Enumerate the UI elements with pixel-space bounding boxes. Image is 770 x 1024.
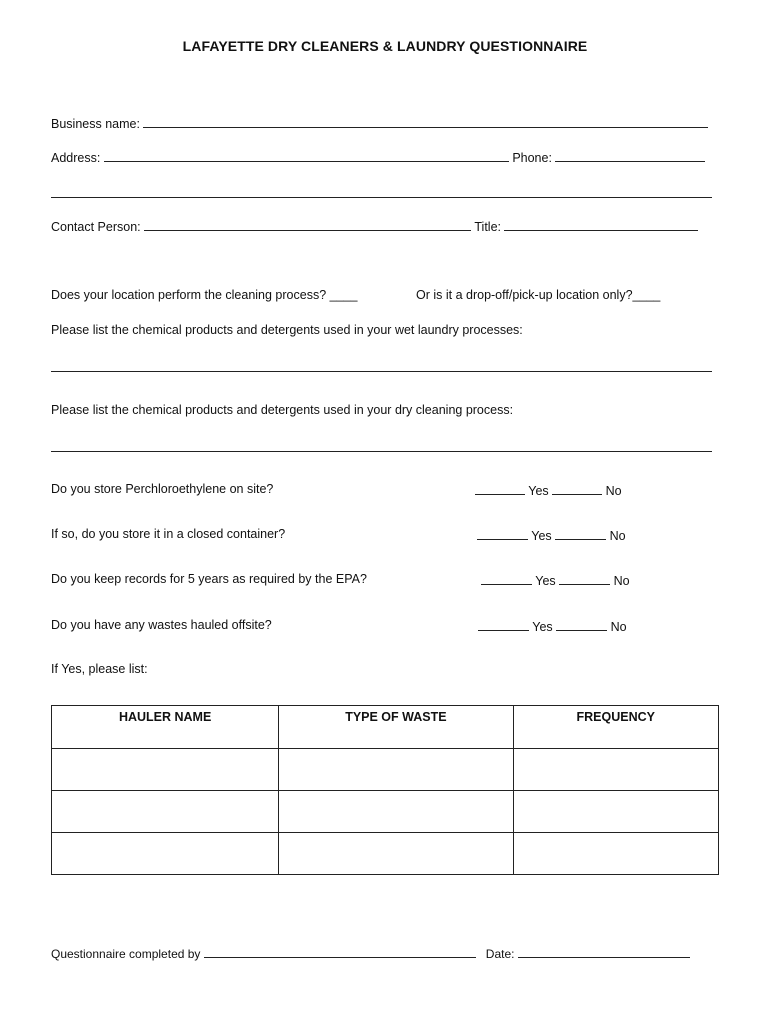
wastes-question: Do you have any wastes hauled offsite? <box>51 618 272 632</box>
table-row <box>52 749 719 791</box>
closed-container-yes-no <box>477 527 626 543</box>
no-label: No <box>613 574 630 588</box>
if-yes-label: If Yes, please list: <box>51 662 148 676</box>
wastes-yes-no <box>478 618 627 634</box>
type-of-waste-cell[interactable] <box>279 749 513 791</box>
address-label: Address: <box>51 151 101 165</box>
completed-by-field[interactable] <box>204 945 476 958</box>
phone-label: Phone: <box>512 151 552 165</box>
hauler-name-cell[interactable] <box>52 833 279 875</box>
records-yes-field[interactable] <box>481 572 532 585</box>
perc-store-yes-field[interactable] <box>475 482 525 495</box>
completed-by-label: Questionnaire completed by <box>51 947 201 961</box>
contact-title-label: Title: <box>474 220 501 234</box>
closed-container-question: If so, do you store it in a closed container? <box>51 527 286 541</box>
header-hauler-name: HAULER NAME <box>52 706 279 749</box>
contact-person-label: Contact Person: <box>51 220 141 234</box>
wastes-no-field[interactable] <box>556 618 607 631</box>
perc-store-yes-no <box>475 482 622 498</box>
closed-container-no-field[interactable] <box>555 527 606 540</box>
frequency-cell[interactable] <box>513 833 719 875</box>
frequency-cell[interactable] <box>513 791 719 833</box>
business-name-row <box>51 115 708 131</box>
header-type-of-waste: TYPE OF WASTE <box>279 706 513 749</box>
no-label: No <box>605 484 622 498</box>
frequency-cell[interactable] <box>513 749 719 791</box>
dry-cleaning-answer-field[interactable] <box>51 451 712 452</box>
closed-container-yes-field[interactable] <box>477 527 528 540</box>
yes-label: Yes <box>528 484 549 498</box>
contact-title-field[interactable] <box>504 218 698 231</box>
perc-store-question: Do you store Perchloroethylene on site? <box>51 482 274 496</box>
phone-field[interactable] <box>555 149 705 162</box>
records-no-field[interactable] <box>559 572 610 585</box>
no-label: No <box>609 529 626 543</box>
table-row <box>52 833 719 875</box>
type-of-waste-cell[interactable] <box>279 791 513 833</box>
address-row <box>51 149 705 165</box>
table-row <box>52 791 719 833</box>
hauler-name-cell[interactable] <box>52 791 279 833</box>
wet-laundry-question: Please list the chemical products and detergents used in your wet laundry processes: <box>51 323 523 337</box>
records-yes-no <box>481 572 630 588</box>
header-frequency: FREQUENCY <box>513 706 719 749</box>
address-line-2-field[interactable] <box>51 197 712 198</box>
contact-row <box>51 218 698 234</box>
no-label: No <box>610 620 627 634</box>
address-field[interactable] <box>104 149 509 162</box>
hauler-name-cell[interactable] <box>52 749 279 791</box>
date-field[interactable] <box>518 945 690 958</box>
business-name-field[interactable] <box>143 115 708 128</box>
yes-label: Yes <box>531 529 552 543</box>
yes-label: Yes <box>535 574 556 588</box>
cleaning-process-question: Does your location perform the cleaning process? ____ <box>51 288 358 302</box>
dry-cleaning-question: Please list the chemical products and detergents used in your dry cleaning process: <box>51 403 514 417</box>
yes-label: Yes <box>532 620 553 634</box>
business-name-label: Business name: <box>51 117 140 131</box>
page-title: LAFAYETTE DRY CLEANERS & LAUNDRY QUESTIONNAIRE <box>182 38 588 54</box>
perc-store-no-field[interactable] <box>552 482 602 495</box>
wastes-yes-field[interactable] <box>478 618 529 631</box>
records-question: Do you keep records for 5 years as required by the EPA? <box>51 572 367 586</box>
type-of-waste-cell[interactable] <box>279 833 513 875</box>
date-label: Date: <box>485 947 515 961</box>
table-header-row <box>52 706 719 749</box>
dropoff-question: Or is it a drop-off/pick-up location only?____ <box>416 288 661 302</box>
hauler-table <box>51 705 719 875</box>
wet-laundry-answer-field[interactable] <box>51 371 712 372</box>
contact-person-field[interactable] <box>144 218 471 231</box>
footer-row <box>51 945 690 961</box>
